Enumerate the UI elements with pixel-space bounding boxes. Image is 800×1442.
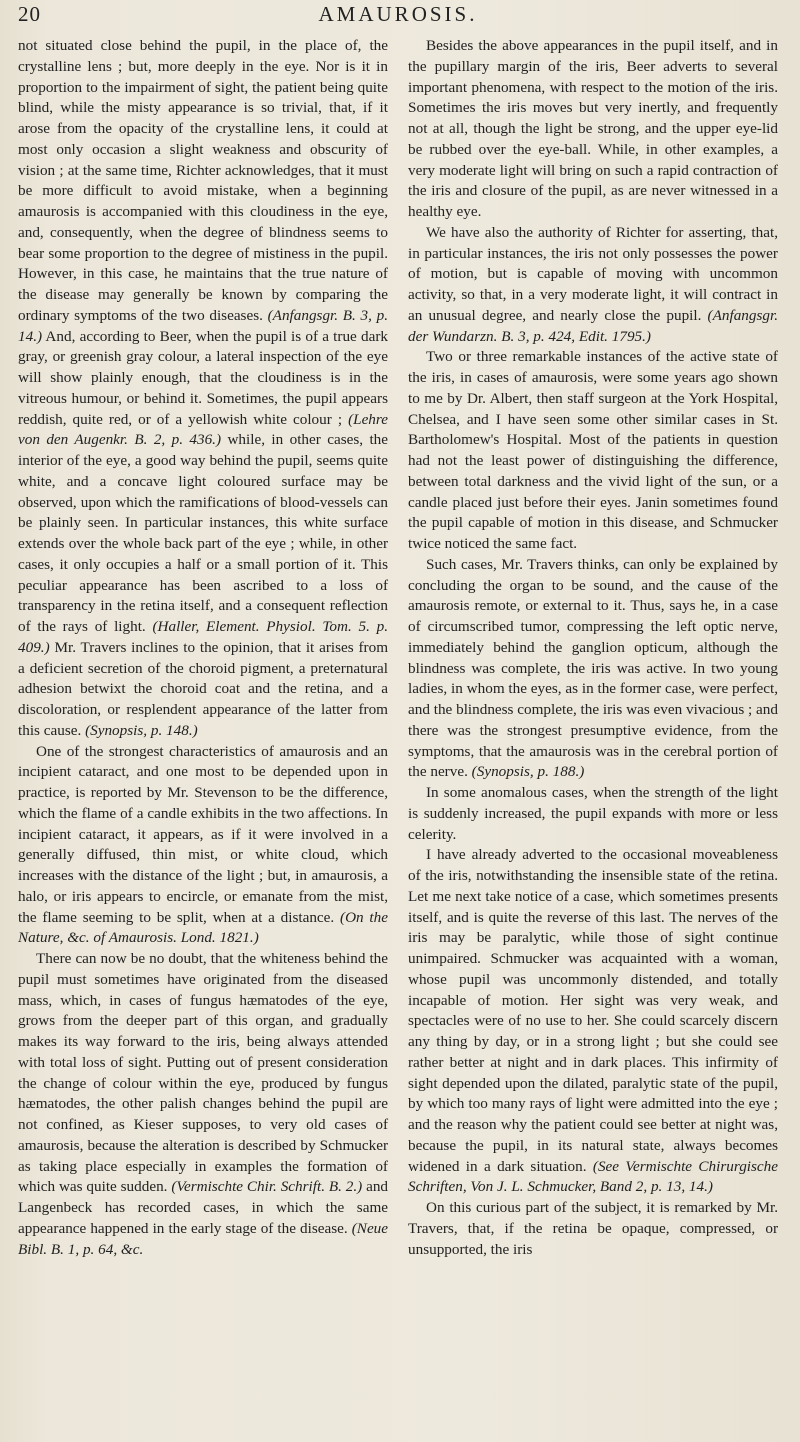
paragraph — [18, 949, 388, 1260]
paragraph — [408, 783, 778, 845]
citation: (Haller, Element. Physiol. Tom. 5. p. 409.) — [18, 618, 389, 656]
text-columns — [18, 36, 778, 1260]
paragraph-text: not situated close behind the pupil, in the place of, the crystalline lens ; but, more deeply in the eye. Nor is it in proportion to the impairment of sight, the patient being quite blind, while the misty appearance is so trivial, that, if it arose from the opacity of the crystalline lens, it could at most only occasion a slight weakness and obscurity of vision ; at the same time, Richter acknowledges, that it must be more difficult to avoid mistake, when a beginning amaurosis is accompanied with this cloudiness in the eye, and, consequently, when the degree of blindness seems to bear some proportion to the degree of mistiness in the pupil. However, in this case, he maintains that the true nature of the disease may generally be known by comparing the ordinary symptoms of the two diseases. — [18, 37, 388, 324]
paragraph-text: and Langenbeck has recorded cases, in which the same appearance happened in the early stage of the disease. — [18, 1178, 389, 1237]
paragraph-text: On this curious part of the subject, it is remarked by Mr. Travers, that, if the retina be opaque, compressed, or unsupported, the iris — [408, 1199, 778, 1258]
citation: (See Vermischte Chirurgische Schriften, Von J. L. Schmucker, Band 2, p. 13, 14.) — [408, 1157, 778, 1196]
citation: (Vermischte Chir. Schrift. B. 2.) — [171, 1178, 363, 1196]
paragraph — [408, 347, 778, 555]
paragraph-text: And, according to Beer, when the pupil is of a true dark gray, or greenish gray colour, a lateral inspection of the eye will show plainly enough, that the cloudiness is in the vitreous humour, or behind it. Sometimes, the pupil appears reddish, quite red, or of a yellowish white colour ; — [18, 327, 388, 428]
paragraph-text: Two or three remarkable instances of the active state of the iris, in cases of amaurosis, were some years ago shown to me by Dr. Albert, then staff surgeon at the York Hospital, Chelsea, and I have seen some other similar cases in St. Bartholomew's Hospital. Most of the patients in question had not the least power of distinguishing the difference, between total darkness and the vivid light of the sun, or a candle placed just before their eyes. Janin sometimes found the pupil capable of motion in this disease, and Schmucker twice noticed the same fact. — [408, 348, 778, 552]
paragraph — [408, 555, 778, 783]
running-title: AMAUROSIS. — [318, 2, 478, 26]
paragraph — [408, 223, 778, 348]
paragraph — [18, 742, 388, 950]
citation: (Anfangsgr. B. 3, p. 14.) — [18, 306, 389, 345]
right-column — [408, 36, 778, 1260]
page-header — [18, 2, 778, 36]
paragraph-text: We have also the authority of Richter for asserting, that, in particular instances, the iris not only possesses the power of motion, but is capable of moving with uncommon activity, so that, in a very moderate light, it will contract in an unusual degree, and nearly close the pupil. — [408, 223, 778, 324]
citation: (Neue Bibl. B. 1, p. 64, &c. — [18, 1219, 389, 1258]
paragraph-text: I have already adverted to the occasional moveableness of the iris, notwithstanding the insensible state of the retina. Let me next take notice of a case, which sometimes presents itself, and is quite the reverse of this last. The nerves of the iris may be paralytic, while those of sight continue unimpaired. Schmucker was acquainted with a woman, whose pupil was uncommonly distended, and totally incapable of motion. Her sight was very weak, and spectacles were of no use to her. She could scarcely discern any thing by day, or in a strong light ; but she could see rather better at night and in dark places. This infirmity of sight depended upon the dilated, paralytic state of the pupil, by which too many rays of light were admitted into the eye ; and the reason why the patient could see better at night was, because the pupil, in its natural state, always becomes widened in a dark situation. — [408, 846, 778, 1175]
paragraph — [408, 1198, 778, 1260]
page-number: 20 — [18, 2, 41, 26]
citation: (Synopsis, p. 188.) — [471, 763, 585, 781]
citation: (Synopsis, p. 148.) — [85, 721, 198, 739]
citation: (Lehre von den Augenkr. B. 2, p. 436.) — [18, 410, 388, 449]
paragraph — [18, 36, 388, 742]
paragraph-text: In some anomalous cases, when the strength of the light is suddenly increased, the pupil expands with more or less celerity. — [408, 784, 778, 843]
paragraph-text: Mr. Travers inclines to the opinion, that it arises from a deficient secretion of the choroid pigment, a preternatural adhesion betwixt the choroid coat and the retina, and a discoloration, or resplendent appearance of the latter from this cause. — [18, 638, 389, 739]
paragraph — [408, 845, 778, 1198]
citation: (On the Nature, &c. of Amaurosis. Lond. 1821.) — [18, 908, 388, 947]
paragraph-text: One of the strongest characteristics of amaurosis and an incipient cataract, and one most to be depended upon in practice, is reported by Mr. Stevenson to be the difference, which the flame of a candle exhibits in the two affections. In incipient cataract, it appears, as if it were involved in a generally diffused, thin mist, or white cloud, which increases with the distance of the light ; but, in amaurosis, a halo, or iris appears to encircle, or emanate from the mist, the flame seeming to be split, when at a distance. — [18, 742, 388, 926]
left-column — [18, 36, 388, 1260]
paragraph-text: while, in other cases, the interior of the eye, a good way behind the pupil, seems quite white, and a concave light coloured surface may be observed, upon which the ramifications of blood-vessels can be plainly seen. In particular instances, this white surface extends over the whole back part of the eye ; while, in other cases, it only occupies a half or a small portion of it. This peculiar appearance has been ascribed to a loss of transparency in the retina itself, and a consequent reflection of the rays of light. — [18, 431, 389, 635]
citation: (Anfangsgr. der Wundarzn. B. 3, p. 424, Edit. 1795.) — [408, 306, 779, 345]
paragraph-text: Besides the above appearances in the pupil itself, and in the pupillary margin of the iris, Beer adverts to several important phenomena, with respect to the motion of the iris. Sometimes the iris moves but very inertly, and frequently not at all, though the light be strong, and the upper eye-lid be rubbed over the eye-ball. While, in other examples, a very moderate light will bring on such a rapid contraction of the iris and closure of the pupil, as are never witnessed in a healthy eye. — [408, 37, 778, 220]
paragraph-text: Such cases, Mr. Travers thinks, can only be explained by concluding the organ to be sound, and the cause of the amaurosis remote, or external to it. Thus, says he, in a case of circumscribed tumor, compressing the left optic nerve, immediately behind the ganglion opticum, although the blindness was complete, the iris was active. In two young ladies, in whom the eyes, as in the former case, were perfect, and the blindness complete, the iris was even vivacious ; and there was the strongest presumptive evidence, from the symptoms, that the amaurosis was in the cerebral portion of the nerve. — [408, 555, 778, 781]
paragraph — [408, 36, 778, 223]
paragraph-text: There can now be no doubt, that the whiteness behind the pupil must sometimes have originated from the diseased mass, which, in cases of fungus hæmatodes of the eye, grows from the deeper part of this organ, and gradually makes its way forward to the iris, being always attended with total loss of sight. Putting out of present consideration the change of colour within the eye, produced by fungus hæmatodes, the other palish changes behind the pupil are not confined, as Kieser supposes, to very old cases of amaurosis, because the alteration is described by Schmucker as taking place especially in examples the formation of which was quite sudden. — [18, 950, 388, 1196]
